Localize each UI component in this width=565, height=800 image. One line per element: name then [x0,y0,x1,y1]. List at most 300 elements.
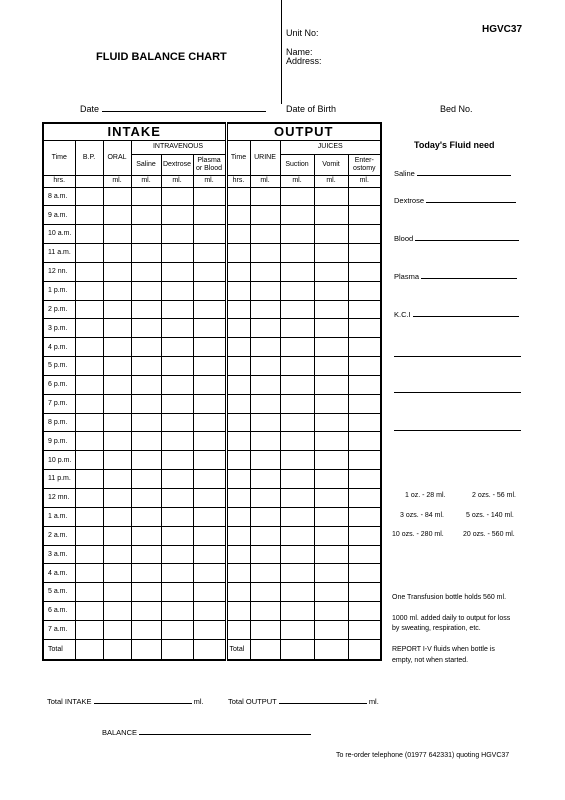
entry-cell[interactable] [314,620,348,639]
entry-cell[interactable] [280,620,314,639]
entry-cell[interactable] [103,507,131,526]
entry-cell[interactable] [314,281,348,300]
entry-cell[interactable] [314,432,348,451]
entry-cell[interactable] [103,319,131,338]
entry-cell[interactable] [193,187,226,206]
entry-cell[interactable] [226,187,250,206]
entry-cell[interactable] [250,526,280,545]
entry-cell[interactable] [161,639,193,660]
entry-cell[interactable] [193,281,226,300]
entry-cell[interactable] [250,394,280,413]
entry-cell[interactable] [314,602,348,621]
entry-cell[interactable] [161,620,193,639]
entry-cell[interactable] [131,413,161,432]
entry-cell[interactable] [348,244,381,263]
table-row [43,564,381,583]
entry-cell[interactable] [250,206,280,225]
entry-cell[interactable] [103,583,131,602]
entry-cell[interactable] [250,564,280,583]
entry-cell[interactable] [314,507,348,526]
entry-cell[interactable] [103,187,131,206]
entry-cell[interactable] [103,262,131,281]
entry-cell[interactable] [131,602,161,621]
entry-cell[interactable] [348,545,381,564]
blood-need-label: Blood [394,234,414,243]
entry-cell[interactable] [226,545,250,564]
entry-cell[interactable] [314,545,348,564]
unit-ml: ml. [280,175,314,187]
entry-cell[interactable] [348,413,381,432]
entry-cell[interactable] [314,639,348,660]
entry-cell[interactable] [314,564,348,583]
table-row [43,470,381,489]
table-row [43,583,381,602]
entry-cell[interactable] [161,432,193,451]
entry-cell[interactable] [131,319,161,338]
entry-cell[interactable] [131,225,161,244]
entry-cell[interactable] [280,583,314,602]
entry-cell[interactable] [348,394,381,413]
entry-cell[interactable] [75,620,103,639]
entry-cell[interactable] [131,244,161,263]
entry-cell[interactable] [131,432,161,451]
entry-cell[interactable] [193,470,226,489]
daily-note-line1: 1000 ml. added daily to output for loss [392,615,511,622]
entry-cell[interactable] [250,470,280,489]
entry-cell[interactable] [75,526,103,545]
entry-cell[interactable] [348,489,381,508]
entry-cell[interactable] [75,394,103,413]
entry-cell[interactable] [280,413,314,432]
entry-cell[interactable] [131,451,161,470]
entry-cell[interactable] [103,357,131,376]
entry-cell[interactable] [161,206,193,225]
row-time-label: 7 p.m. [43,394,75,413]
entry-cell[interactable] [193,244,226,263]
entry-cell[interactable] [250,451,280,470]
entry-cell[interactable] [161,470,193,489]
entry-cell[interactable] [348,187,381,206]
entry-cell[interactable] [348,225,381,244]
entry-cell[interactable] [314,451,348,470]
entry-cell[interactable] [250,413,280,432]
entry-cell[interactable] [161,413,193,432]
kcl-need-field[interactable] [394,310,519,319]
address-label: Address: [286,56,322,66]
entry-cell[interactable] [314,375,348,394]
entry-cell[interactable] [348,639,381,660]
report-note-line2: empty, not when started. [392,657,469,664]
entry-cell[interactable] [250,375,280,394]
entry-cell[interactable] [280,432,314,451]
entry-cell[interactable] [280,187,314,206]
entry-cell[interactable] [314,583,348,602]
entry-cell[interactable] [280,639,314,660]
entry-cell[interactable] [75,489,103,508]
entry-cell[interactable] [131,338,161,357]
entry-cell[interactable] [193,489,226,508]
entry-cell[interactable] [161,319,193,338]
entry-cell[interactable] [250,187,280,206]
entry-cell[interactable] [314,206,348,225]
entry-cell[interactable] [75,187,103,206]
entry-cell[interactable] [348,564,381,583]
entry-cell[interactable] [314,244,348,263]
entry-cell[interactable] [103,639,131,660]
col-urine: URINE [250,140,280,175]
entry-cell[interactable] [314,319,348,338]
entry-cell[interactable] [348,262,381,281]
entry-cell[interactable] [280,489,314,508]
entry-cell[interactable] [280,470,314,489]
blank-need-line-2[interactable] [394,392,521,393]
blank-need-line-1[interactable] [394,356,521,357]
entry-cell[interactable] [103,225,131,244]
entry-cell[interactable] [314,225,348,244]
dob-label: Date of Birth [286,104,337,114]
entry-cell[interactable] [193,602,226,621]
entry-cell[interactable] [131,545,161,564]
entry-cell[interactable] [75,413,103,432]
entry-cell[interactable] [348,602,381,621]
entry-cell[interactable] [193,451,226,470]
entry-cell[interactable] [193,394,226,413]
juices-header: JUICES [280,140,381,154]
entry-cell[interactable] [161,375,193,394]
entry-cell[interactable] [226,413,250,432]
entry-cell[interactable] [103,602,131,621]
entry-cell[interactable] [161,338,193,357]
entry-cell[interactable] [103,620,131,639]
entry-cell[interactable] [226,206,250,225]
entry-cell[interactable] [193,357,226,376]
entry-cell[interactable] [348,338,381,357]
entry-cell[interactable] [103,526,131,545]
entry-cell[interactable] [193,526,226,545]
entry-cell[interactable] [348,526,381,545]
entry-cell[interactable] [280,281,314,300]
entry-cell[interactable] [131,526,161,545]
entry-cell[interactable] [226,225,250,244]
entry-cell[interactable] [348,451,381,470]
entry-cell[interactable] [250,319,280,338]
entry-cell[interactable] [193,564,226,583]
row-time-label: 10 a.m. [43,225,75,244]
entry-cell[interactable] [131,583,161,602]
entry-cell[interactable] [161,545,193,564]
entry-cell[interactable] [103,545,131,564]
total-output-field[interactable] [228,697,379,706]
entry-cell[interactable] [193,338,226,357]
entry-cell[interactable] [193,262,226,281]
col-time: Time [43,140,75,175]
entry-cell[interactable] [226,526,250,545]
entry-cell[interactable] [103,281,131,300]
entry-cell[interactable] [75,206,103,225]
entry-cell[interactable] [75,451,103,470]
col-dextrose: Dextrose [161,154,193,175]
entry-cell[interactable] [75,262,103,281]
entry-cell[interactable] [226,357,250,376]
entry-cell[interactable] [348,206,381,225]
entry-cell[interactable] [75,432,103,451]
entry-cell[interactable] [161,564,193,583]
dextrose-need-field[interactable] [394,196,516,205]
unit-empty [75,175,103,187]
unit-ml: ml. [314,175,348,187]
entry-cell[interactable] [103,470,131,489]
entry-cell[interactable] [348,507,381,526]
entry-cell[interactable] [75,244,103,263]
entry-cell[interactable] [103,394,131,413]
entry-cell[interactable] [75,357,103,376]
entry-cell[interactable] [314,526,348,545]
entry-cell[interactable] [226,583,250,602]
entry-cell[interactable] [193,432,226,451]
entry-cell[interactable] [161,357,193,376]
entry-cell[interactable] [75,564,103,583]
entry-cell[interactable] [226,281,250,300]
date-field[interactable] [80,104,266,114]
entry-cell[interactable] [103,489,131,508]
entry-cell[interactable] [226,602,250,621]
entry-cell[interactable] [131,639,161,660]
entry-cell[interactable] [131,394,161,413]
entry-cell[interactable] [250,602,280,621]
blood-need-field[interactable] [394,234,519,243]
entry-cell[interactable] [103,413,131,432]
entry-cell[interactable] [226,620,250,639]
entry-cell[interactable] [314,489,348,508]
entry-cell[interactable] [161,187,193,206]
balance-field[interactable] [102,728,311,737]
entry-cell[interactable] [161,244,193,263]
entry-cell[interactable] [226,375,250,394]
entry-cell[interactable] [75,319,103,338]
entry-cell[interactable] [161,300,193,319]
entry-cell[interactable] [193,319,226,338]
entry-cell[interactable] [314,470,348,489]
entry-cell[interactable] [103,564,131,583]
entry-cell[interactable] [226,564,250,583]
entry-cell[interactable] [161,394,193,413]
col-plasma: Plasma or Blood [193,154,226,175]
total-intake-field[interactable] [47,697,204,706]
entry-cell[interactable] [226,244,250,263]
entry-cell[interactable] [280,526,314,545]
entry-cell[interactable] [226,338,250,357]
name-label: Name: [286,47,313,57]
entry-cell[interactable] [348,319,381,338]
entry-cell[interactable] [75,225,103,244]
table-row [43,187,381,206]
entry-cell[interactable] [348,357,381,376]
entry-cell[interactable] [193,507,226,526]
entry-cell[interactable] [131,489,161,508]
entry-cell[interactable] [348,432,381,451]
entry-cell[interactable] [280,225,314,244]
entry-cell[interactable] [250,225,280,244]
entry-cell[interactable] [348,583,381,602]
entry-cell[interactable] [280,507,314,526]
entry-cell[interactable] [226,470,250,489]
entry-cell[interactable] [75,375,103,394]
entry-cell[interactable] [131,300,161,319]
entry-cell[interactable] [226,319,250,338]
entry-cell[interactable] [348,281,381,300]
entry-cell[interactable] [161,602,193,621]
row-time-label: 11 p.m. [43,470,75,489]
entry-cell[interactable] [314,262,348,281]
entry-cell[interactable] [250,639,280,660]
entry-cell[interactable] [348,375,381,394]
entry-cell[interactable] [103,300,131,319]
entry-cell[interactable] [193,639,226,660]
entry-cell[interactable] [131,375,161,394]
entry-cell[interactable] [75,281,103,300]
saline-need-field[interactable] [394,169,511,178]
entry-cell[interactable] [280,300,314,319]
entry-cell[interactable] [193,375,226,394]
entry-cell[interactable] [314,394,348,413]
entry-cell[interactable] [280,375,314,394]
entry-cell[interactable] [161,451,193,470]
entry-cell[interactable] [250,507,280,526]
entry-cell[interactable] [314,338,348,357]
entry-cell[interactable] [193,300,226,319]
entry-cell[interactable] [103,244,131,263]
entry-cell[interactable] [161,583,193,602]
entry-cell[interactable] [250,281,280,300]
entry-cell[interactable] [103,206,131,225]
entry-cell[interactable] [75,545,103,564]
entry-cell[interactable] [193,620,226,639]
entry-cell[interactable] [250,300,280,319]
col-bp: B.P. [75,140,103,175]
entry-cell[interactable] [161,262,193,281]
entry-cell[interactable] [193,225,226,244]
saline-need-line [417,175,511,176]
entry-cell[interactable] [226,262,250,281]
row-time-label: 3 a.m. [43,545,75,564]
entry-cell[interactable] [280,262,314,281]
entry-cell[interactable] [161,507,193,526]
entry-cell[interactable] [250,489,280,508]
entry-cell[interactable] [226,394,250,413]
entry-cell[interactable] [250,583,280,602]
entry-cell[interactable] [280,338,314,357]
entry-cell[interactable] [250,545,280,564]
total-output-line [279,703,367,704]
table-row [43,489,381,508]
entry-cell[interactable] [161,225,193,244]
entry-cell[interactable] [280,602,314,621]
table-row [43,602,381,621]
row-time-label: 5 a.m. [43,583,75,602]
entry-cell[interactable] [131,262,161,281]
entry-cell[interactable] [161,489,193,508]
entry-cell[interactable] [280,206,314,225]
entry-cell[interactable] [280,545,314,564]
entry-cell[interactable] [131,187,161,206]
unit-ml: ml. [161,175,193,187]
table-row [43,206,381,225]
entry-cell[interactable] [314,357,348,376]
entry-cell[interactable] [103,432,131,451]
entry-cell[interactable] [131,281,161,300]
fluid-balance-table [42,122,382,661]
entry-cell[interactable] [193,545,226,564]
entry-cell[interactable] [193,206,226,225]
entry-cell[interactable] [131,206,161,225]
entry-cell[interactable] [250,244,280,263]
unit-ml: ml. [131,175,161,187]
entry-cell[interactable] [314,300,348,319]
entry-cell[interactable] [280,394,314,413]
entry-cell[interactable] [226,451,250,470]
entry-cell[interactable] [348,470,381,489]
entry-cell[interactable] [250,620,280,639]
kcl-need-label: K.C.I [394,310,411,319]
entry-cell[interactable] [75,583,103,602]
entry-cell[interactable] [348,620,381,639]
entry-cell[interactable] [226,300,250,319]
row-time-label: 6 a.m. [43,602,75,621]
col-suction: Suction [280,154,314,175]
plasma-need-field[interactable] [394,272,517,281]
entry-cell[interactable] [226,432,250,451]
entry-cell[interactable] [314,413,348,432]
output-total-label: Total [226,639,250,660]
entry-cell[interactable] [250,338,280,357]
entry-cell[interactable] [161,281,193,300]
entry-cell[interactable] [280,451,314,470]
entry-cell[interactable] [193,413,226,432]
blood-need-line [415,240,519,241]
entry-cell[interactable] [161,526,193,545]
entry-cell[interactable] [131,470,161,489]
entry-cell[interactable] [131,620,161,639]
entry-cell[interactable] [75,300,103,319]
entry-cell[interactable] [250,262,280,281]
entry-cell[interactable] [103,375,131,394]
page-title: FLUID BALANCE CHART [96,51,227,63]
entry-cell[interactable] [131,357,161,376]
entry-cell[interactable] [131,564,161,583]
entry-cell[interactable] [75,639,103,660]
entry-cell[interactable] [103,338,131,357]
entry-cell[interactable] [280,244,314,263]
entry-cell[interactable] [193,583,226,602]
entry-cell[interactable] [103,451,131,470]
entry-cell[interactable] [75,602,103,621]
entry-cell[interactable] [280,319,314,338]
entry-cell[interactable] [226,507,250,526]
entry-cell[interactable] [250,432,280,451]
entry-cell[interactable] [280,357,314,376]
entry-cell[interactable] [75,507,103,526]
total-row [43,639,381,660]
entry-cell[interactable] [314,187,348,206]
entry-cell[interactable] [226,489,250,508]
entry-cell[interactable] [131,507,161,526]
entry-cell[interactable] [250,357,280,376]
entry-cell[interactable] [75,338,103,357]
entry-cell[interactable] [75,470,103,489]
blank-need-line-3[interactable] [394,430,521,431]
entry-cell[interactable] [280,564,314,583]
entry-cell[interactable] [348,300,381,319]
